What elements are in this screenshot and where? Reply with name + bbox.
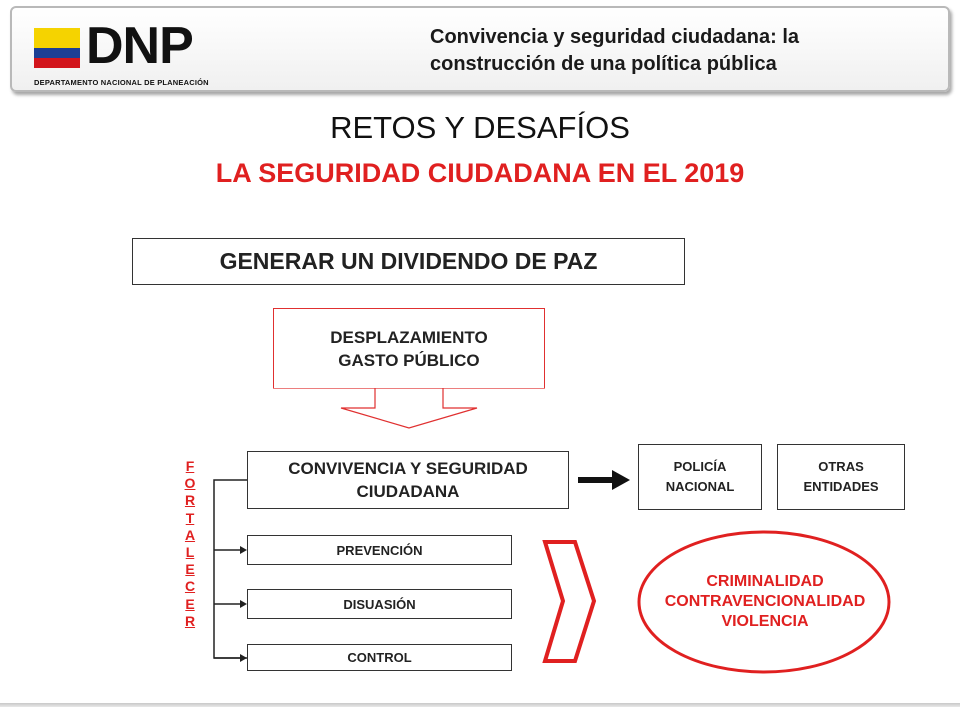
footer-divider <box>0 703 960 707</box>
down-arrow-shape <box>273 388 545 428</box>
logo-text: DNP <box>86 17 193 75</box>
vertical-word-fortalecer: F O R T A L E C E R <box>184 458 196 629</box>
bracket-line <box>214 480 247 658</box>
thick-arrow-head <box>612 470 630 490</box>
dividend-box: GENERAR UN DIVIDENDO DE PAZ <box>132 238 685 285</box>
red-chevron-shape <box>545 542 594 661</box>
control-box: CONTROL <box>247 644 512 671</box>
slide-subheading: LA SEGURIDAD CIUDADANA EN EL 2019 <box>215 158 745 188</box>
outcome-text: CRIMINALIDAD CONTRAVENCIONALIDAD VIOLENCIA <box>664 573 866 630</box>
spending-shift-box: DESPLAZAMIENTO GASTO PÚBLICO <box>273 308 545 388</box>
prevention-box: PREVENCIÓN <box>247 535 512 565</box>
other-entities-box: OTRAS ENTIDADES <box>777 444 905 510</box>
deterrence-box: DISUASIÓN <box>247 589 512 619</box>
logo-subtitle: DEPARTAMENTO NACIONAL DE PLANEACIÓN <box>34 78 209 87</box>
police-box: POLICÍA NACIONAL <box>638 444 762 510</box>
convivencia-box: CONVIVENCIA Y SEGURIDAD CIUDADANA <box>247 451 569 509</box>
slide-heading: RETOS Y DESAFÍOS <box>330 110 630 145</box>
presentation-title: Convivencia y seguridad ciudadana: la construcción de una política pública <box>430 26 800 75</box>
